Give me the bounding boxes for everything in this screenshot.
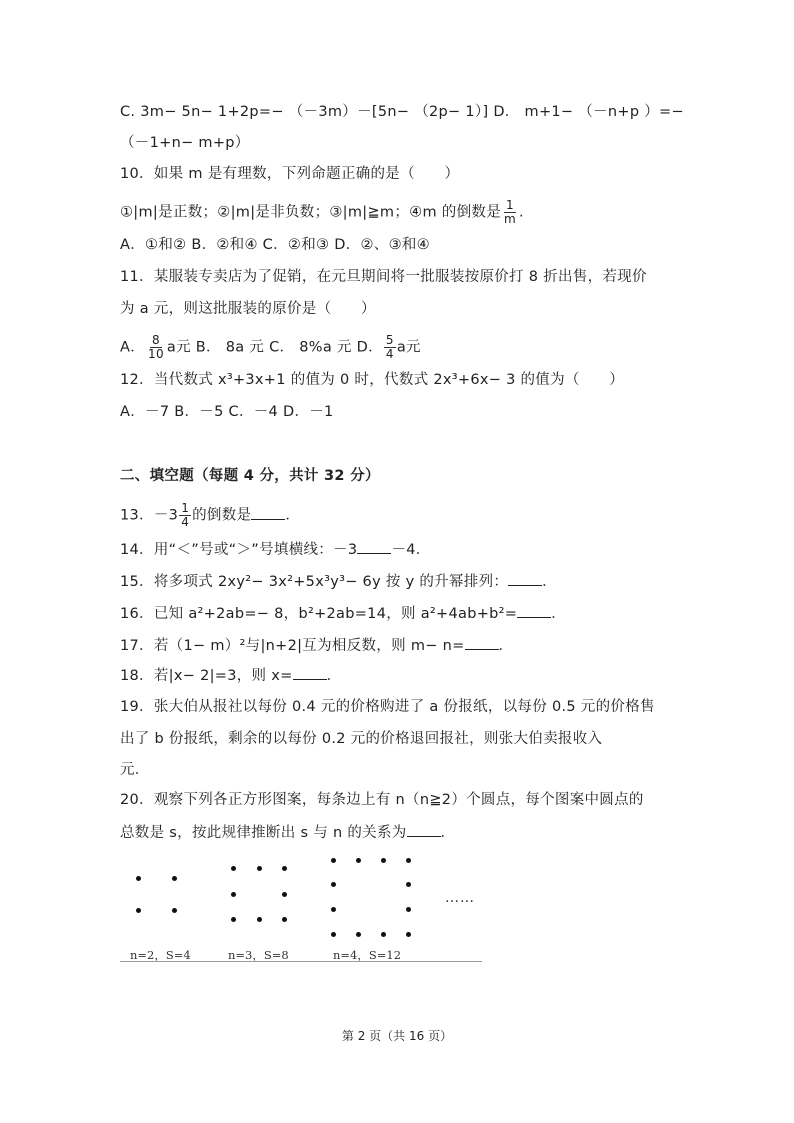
- fraction-numerator: 1: [506, 198, 514, 212]
- page-footer: 第 2 页（共 16 页）: [341, 1029, 453, 1043]
- q13-prefix: 13．－3: [120, 507, 179, 524]
- q15-text: 15．将多项式 2xy²− 3x²+5x³y³− 6y 按 y 的升幂排列：: [120, 574, 509, 590]
- fraction-1-over-m: [502, 199, 518, 226]
- fraction-numerator: 1: [181, 501, 190, 515]
- q14: [120, 539, 431, 560]
- q10-period: .: [519, 204, 524, 221]
- dot: [381, 858, 386, 863]
- figure-label-n3: n=3，S=8: [228, 948, 289, 962]
- q10-stem: 10．如果 m 是有理数，下列命题正确的是（ ）: [120, 166, 460, 182]
- q15: [120, 571, 557, 592]
- q13-text: 的倒数是: [192, 507, 252, 524]
- q17-period: ．: [498, 638, 514, 654]
- fraction-numerator: 8: [152, 333, 160, 347]
- q14-text: 14．用“＜”号或“＞”号填横线：－3: [120, 542, 358, 558]
- dot: [331, 907, 336, 912]
- answer-blank: [508, 571, 542, 586]
- fraction-denominator: m: [504, 212, 516, 226]
- q13: [120, 502, 300, 529]
- dot: [172, 908, 177, 913]
- dot: [381, 932, 386, 937]
- q19-line3: 元．: [120, 762, 150, 778]
- dot: [406, 858, 411, 863]
- dot: [231, 917, 236, 922]
- q12-options: A．－7 B．－5 C．－4 D．－1: [120, 404, 334, 420]
- q16: [120, 603, 566, 624]
- dot: [282, 892, 287, 897]
- q13-period: ．: [285, 507, 301, 524]
- dot: [257, 917, 262, 922]
- answer-blank: [465, 635, 499, 650]
- q11-options: [120, 334, 421, 361]
- fraction-5-over-4: [384, 334, 396, 361]
- q11-option-a-label: A．: [120, 339, 146, 356]
- q11-option-d-tail: a元: [396, 339, 421, 356]
- dot: [406, 882, 411, 887]
- dot: [331, 932, 336, 937]
- q9-option-c-d: C. 3m− 5n− 1+2p=− （－3m）－[5n− （2p− 1）] D． m+1− （－n+p ）=−: [120, 104, 684, 120]
- q10-options: A．①和② B．②和④ C．②和③ D．②、③和④: [120, 237, 430, 253]
- dot-pattern-figure: [120, 852, 482, 964]
- dot: [231, 866, 236, 871]
- fraction-numerator: 5: [385, 333, 394, 347]
- q14-tail: －4．: [391, 542, 431, 558]
- q18-period: ．: [326, 668, 342, 684]
- q10-statements: [120, 199, 524, 226]
- dot: [282, 917, 287, 922]
- q11-stem-line2: 为 a 元，则这批服装的原价是（ ）: [120, 301, 376, 317]
- answer-blank: [251, 505, 285, 520]
- continuation-ellipsis: ……: [445, 890, 475, 906]
- fraction-denominator: 4: [385, 347, 394, 361]
- dot: [136, 908, 141, 913]
- answer-blank: [293, 665, 327, 680]
- q11-options-text: a元 B． 8a 元 C． 8%a 元 D．: [166, 339, 383, 356]
- q9-option-d-cont: （－1+n− m+p）: [120, 135, 250, 151]
- dot: [172, 876, 177, 881]
- q17-text: 17．若（1− m）²与|n+2|互为相反数，则 m− n=: [120, 638, 465, 654]
- answer-blank: [357, 539, 391, 554]
- dot: [331, 882, 336, 887]
- q18: [120, 665, 341, 686]
- q19-line2: 出了 b 份报纸，剩余的以每份 0.2 元的价格退回报社，则张大伯卖报收入: [120, 731, 603, 747]
- fraction-1-over-4: [179, 502, 191, 529]
- dot: [356, 932, 361, 937]
- q20-period: ．: [440, 825, 456, 841]
- fraction-denominator: 4: [181, 515, 190, 529]
- dot: [257, 866, 262, 871]
- q20-line1: 20．观察下列各正方形图案，每条边上有 n（n≧2）个圆点，每个图案中圆点的: [120, 792, 644, 808]
- dot: [231, 892, 236, 897]
- q17: [120, 635, 513, 656]
- section-2-heading: 二、填空题（每题 4 分，共计 32 分）: [120, 468, 380, 484]
- dot: [406, 932, 411, 937]
- q12-stem: 12．当代数式 x³+3x+1 的值为 0 时，代数式 2x³+6x− 3 的值为（ ）: [120, 372, 625, 388]
- fraction-8-over-10: [146, 334, 166, 361]
- dot: [282, 866, 287, 871]
- q16-text: 16．已知 a²+2ab=− 8，b²+2ab=14，则 a²+4ab+b²=: [120, 606, 518, 622]
- q15-period: ．: [542, 574, 557, 590]
- q10-statements-text: ①|m|是正数；②|m|是非负数；③|m|≧m；④m 的倒数是: [120, 204, 501, 221]
- figure-baseline: [120, 961, 482, 962]
- q19-line1: 19．张大伯从报社以每份 0.4 元的价格购进了 a 份报纸，以每份 0.5 元的价格售: [120, 699, 655, 715]
- answer-blank: [407, 822, 441, 837]
- q11-stem-line1: 11．某服装专卖店为了促销，在元旦期间将一批服装按原价打 8 折出售，若现价: [120, 269, 647, 285]
- q16-period: ．: [551, 606, 567, 622]
- dot: [331, 858, 336, 863]
- dot: [356, 858, 361, 863]
- answer-blank: [517, 603, 551, 618]
- fraction-denominator: 10: [148, 347, 164, 361]
- dot: [406, 907, 411, 912]
- figure-label-n4: n=4，S=12: [333, 948, 402, 962]
- q20-line2: [120, 822, 455, 843]
- figure-label-n2: n=2，S=4: [130, 948, 191, 962]
- dot: [136, 876, 141, 881]
- q20-text: 总数是 s，按此规律推断出 s 与 n 的关系为: [120, 825, 407, 841]
- q18-text: 18．若|x− 2|=3，则 x=: [120, 668, 293, 684]
